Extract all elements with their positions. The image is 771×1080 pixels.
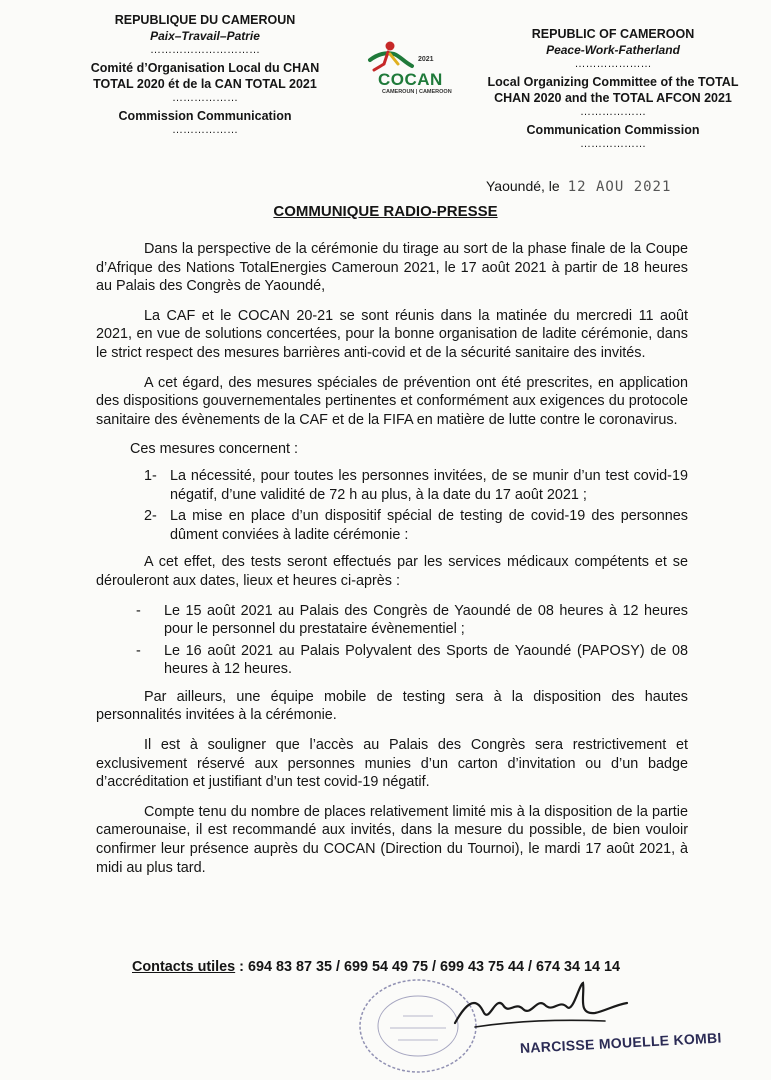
header-right-committee-line-2: CHAN 2020 and the TOTAL AFCON 2021 [494, 91, 732, 105]
header-right-motto: Peace-Work-Fatherland [546, 43, 680, 57]
list-item [96, 507, 688, 544]
header-left-commission: Commission Communication [118, 109, 292, 123]
header-right-commission: Communication Commission [526, 123, 700, 137]
header-right-committee-line-1: Local Organizing Committee of the TOTAL [487, 75, 739, 89]
list-item [96, 642, 688, 679]
date-stamp: 12 AOU 2021 [567, 179, 672, 195]
list-item-text: La mise en place d’un dispositif spécial de testing de covid-19 des personnes dûment conviées à ladite cérémonie : [170, 508, 688, 543]
document-date [486, 178, 671, 195]
header-left-dots-1: ………………………… [150, 44, 260, 56]
header-left-committee-line-1: Comité d’Organisation Local du CHAN [90, 61, 320, 75]
header-left-country: REPUBLIQUE DU CAMEROUN [114, 13, 296, 27]
header-left-dots-3: ……………… [172, 124, 238, 136]
header-right-dots-2: ……………… [580, 106, 646, 118]
paragraph-6: Par ailleurs, une équipe mobile de testing sera à la disposition des hautes personnalités invitées à la cérémonie. [96, 688, 688, 724]
header-left-dots-2: ……………… [172, 92, 238, 104]
player-icon [360, 40, 420, 74]
paragraph-2: La CAF et le COCAN 20-21 se sont réunis dans la matinée du mercredi 11 août 2021, en vue de solutions concertées, pour la bonne organisation de ladite cérémonie, dans le strict respect des mesures barrières anti-covid et de la sécurité sanitaire des invités. [96, 307, 688, 361]
testing-schedule-list [96, 602, 688, 679]
contacts-label: Contacts utiles [132, 959, 236, 975]
contacts-separator: : [235, 959, 248, 975]
header-right-country: REPUBLIC OF CAMEROON [531, 27, 695, 41]
paragraph-3: A cet égard, des mesures spéciales de prévention ont été prescrites, en application des dispositions gouvernementales pertinentes et conformément aux exigences du protocole sanitaire des évènements de la CAF et de la FIFA en matière de lutte contre le coronavirus. [96, 374, 688, 428]
list-item-text: Le 15 août 2021 au Palais des Congrès de Yaoundé de 08 heures à 12 heures pour le personnel du prestataire évènementiel ; [164, 602, 688, 638]
document-body [96, 240, 688, 888]
cocan-logo [352, 40, 452, 100]
list-item-text: La nécessité, pour toutes les personnes invitées, de se munir d’un test covid-19 négatif, d’une validité de 72 h au plus, à la date du 17 août 2021 ; [170, 467, 688, 503]
paragraph-8: Compte tenu du nombre de places relativement limité mis à la disposition de la partie camerounaise, il est recommandé aux invités, dans la mesure du possible, de bien vouloir confirmer leur présence auprès du COCAN (Direction du Tournoi), le mardi 17 août 2021, à midi au plus tard. [96, 803, 688, 876]
header-left-committee-line-2: TOTAL 2020 ét de la CAN TOTAL 2021 [93, 77, 317, 91]
date-prefix: Yaoundé, le [486, 178, 560, 194]
list-item-number: 1- [144, 467, 157, 484]
contacts-numbers: 694 83 87 35 / 699 54 49 75 / 699 43 75 44 / 674 34 14 14 [247, 959, 621, 975]
logo-subtitle: CAMEROUN | CAMEROON [382, 89, 452, 95]
logo-year: 2021 [418, 56, 434, 63]
list-item [96, 467, 688, 504]
paragraph-5: A cet effet, des tests seront effectués par les services médicaux compétents et se dérouleront aux dates, lieux et heures ci-après : [96, 554, 688, 589]
paragraph-4: Ces mesures concernent : [130, 441, 298, 458]
header-left-motto: Paix–Travail–Patrie [150, 29, 260, 43]
signer-name: NARCISSE MOUELLE KOMBI [519, 1029, 722, 1056]
paragraph-7: Il est à souligner que l’accès au Palais des Congrès sera restrictivement et exclusivement réservé aux personnes munies d’un carton d’invitation ou d’un badge d’accréditation et justifiant d’un test covid-19 négatif. [96, 737, 688, 791]
list-item-number: 2- [144, 508, 157, 525]
list-item [96, 602, 688, 639]
measures-list [96, 467, 688, 544]
logo-name: COCAN [378, 70, 443, 89]
document-title: COMMUNIQUE RADIO-PRESSE [273, 203, 498, 220]
header-right-dots-3: ……………… [580, 138, 646, 150]
header-left-block [70, 12, 340, 136]
list-item-bullet: - [136, 642, 141, 659]
list-item-bullet: - [136, 602, 141, 619]
header-right-block [478, 26, 748, 150]
paragraph-1: Dans la perspective de la cérémonie du tirage au sort de la phase finale de la Coupe d’Afrique des Nations TotalEnergies Cameroun 2021, le 17 août 2021 à partir de 18 heures au Palais des Congrès de Yaoundé, [96, 241, 688, 295]
list-item-text: Le 16 août 2021 au Palais Polyvalent des Sports de Yaoundé (PAPOSY) de 08 heures à 12 heures. [164, 642, 688, 678]
header-right-dots-1: ………………… [574, 58, 652, 70]
